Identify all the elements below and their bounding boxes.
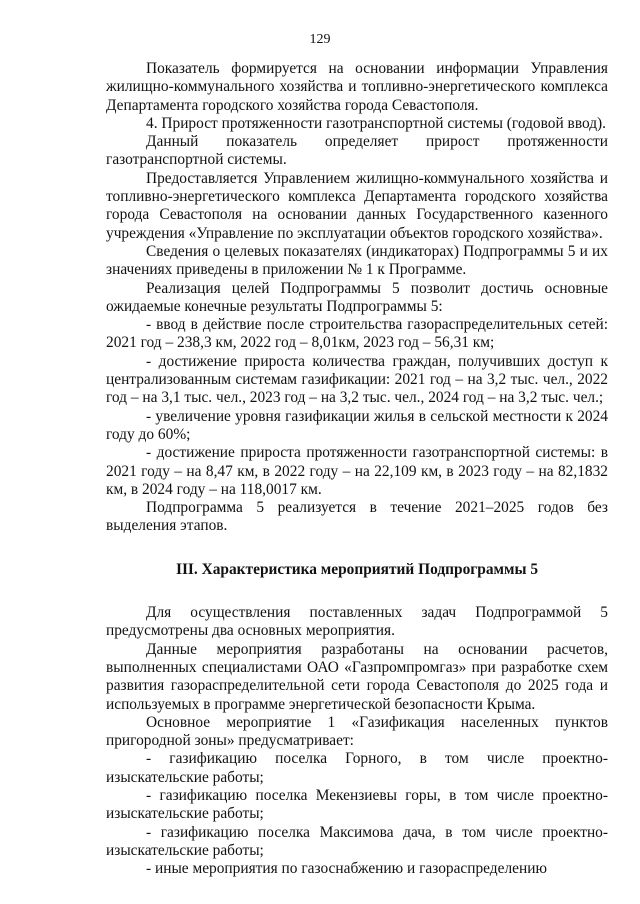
section-heading: III. Характеристика мероприятий Подпрограммы 5 xyxy=(175,560,539,578)
list-item: - достижение прироста протяженности газотранспортной системы: в 2021 году – на 8,47 км, в 2022 году – на 22,109 км, в 2023 году – на 82,1832 км, в 2024 году – на 118,0017 км. xyxy=(106,444,608,498)
list-item: - газификацию поселка Максимова дача, в том числе проектно-изыскательские работы; xyxy=(106,823,608,859)
paragraph: Реализация целей Подпрограммы 5 позволит достичь основные ожидаемые конечные результаты Подпрограммы 5: xyxy=(106,279,608,315)
paragraph: Предоставляется Управлением жилищно-коммунального хозяйства и топливно-энергетического комплекса Департамента городского хозяйства города Севастополя на основании данных Государственного казенного учреждения «Управление по эксплуатации объектов городского хозяйства». xyxy=(106,169,608,242)
list-item: - увеличение уровня газификации жилья в сельской местности к 2024 году до 60%; xyxy=(106,407,608,443)
list-item: - иные мероприятия по газоснабжению и газораспределению xyxy=(146,860,547,878)
paragraph: Сведения о целевых показателях (индикаторах) Подпрограммы 5 и их значениях приведены в приложении № 1 к Программе. xyxy=(106,242,608,279)
list-item: - ввод в действие после строительства газораспределительных сетей: 2021 год – 238,3 км, 2022 год – 8,01км, 2023 год – 56,31 км; xyxy=(106,316,608,352)
paragraph: 4. Прирост протяженности газотранспортной системы (годовой ввод). xyxy=(146,114,607,132)
list-item: - достижение прироста количества граждан, получивших доступ к централизованным системам газификации: 2021 год – на 3,2 тыс. чел., 2022 год – на 3,1 тыс. чел., 2023 год – на 3,2 тыс. чел., 2024 год – на 3,2 тыс. чел.; xyxy=(106,352,608,407)
document-body xyxy=(106,60,608,878)
paragraph: Для осуществления поставленных задач Подпрограммой 5 предусмотрены два основных мероприятия. xyxy=(106,604,608,640)
page-number: 129 xyxy=(309,32,331,47)
list-item: - газификацию поселка Горного, в том числе проектно-изыскательские работы; xyxy=(106,750,608,786)
paragraph: Основное мероприятие 1 «Газификация населенных пунктов пригородной зоны» предусматривает: xyxy=(106,713,608,750)
paragraph: Данный показатель определяет прирост протяженности газотранспортной системы. xyxy=(106,133,608,169)
paragraph: Данные мероприятия разработаны на основании расчетов, выполненных специалистами ОАО «Газпромпромгаз» при разработке схем развития газораспределительной сети города Севастополя до 2025 года и используемых в программе энергетической безопасности Крыма. xyxy=(106,640,608,713)
paragraph: Подпрограмма 5 реализуется в течение 2021–2025 годов без выделения этапов. xyxy=(106,499,608,535)
paragraph: Показатель формируется на основании информации Управления жилищно-коммунального хозяйства и топливно-энергетического комплекса Департамента городского хозяйства города Севастополя. xyxy=(106,60,608,114)
list-item: - газификацию поселка Мекензиевы горы, в том числе проектно-изыскательские работы; xyxy=(106,786,608,823)
